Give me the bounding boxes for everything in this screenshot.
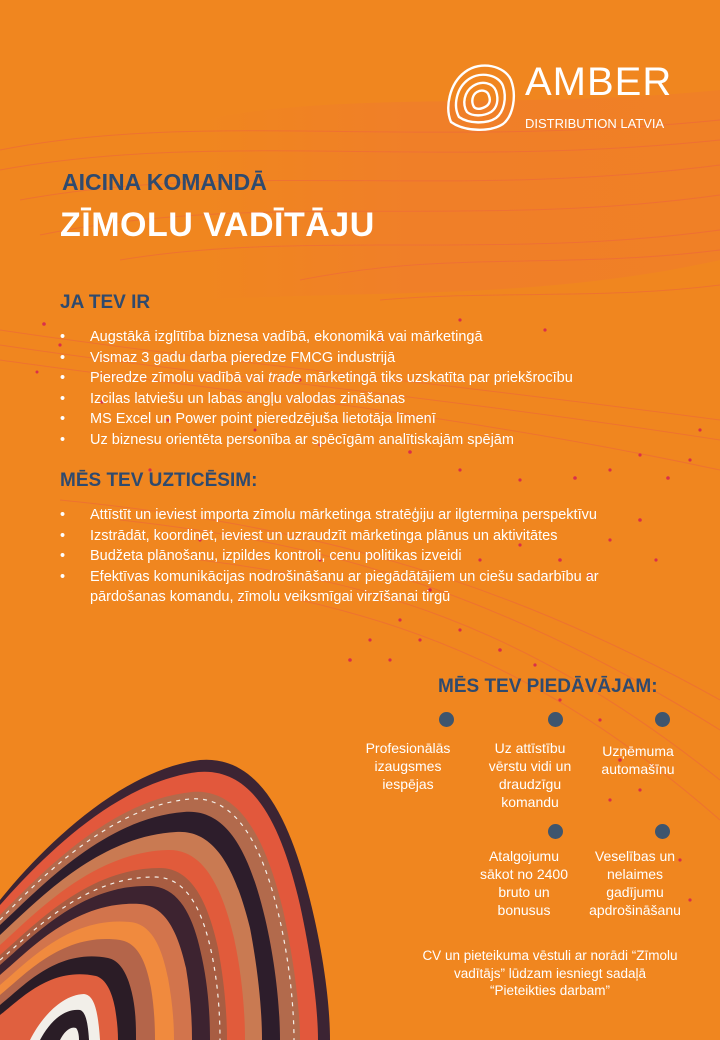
bullet-glyph: • (60, 527, 66, 544)
list-item-text: MS Excel un Power point pieredzējuša lietotāja līmenī (90, 411, 436, 427)
list-item (60, 505, 670, 526)
list-item-text: Augstākā izglītība biznesa vadībā, ekonomikā vai mārketingā (90, 329, 483, 345)
brand-name: AMBER (525, 60, 673, 104)
offer-bullet-icon (548, 824, 563, 839)
bullet-glyph: • (60, 548, 66, 564)
list-item-text: Vismaz 3 gadu darba pieredze FMCG industrijā (90, 349, 396, 366)
list-item-text: Uz biznesu orientēta personība ar spēcīgām analītiskajām spējām (90, 431, 514, 448)
requirements-heading: JA TEV IR (60, 292, 151, 313)
bullet-glyph: • (60, 568, 66, 585)
bullet-glyph: • (60, 349, 66, 366)
list-item-text: Izcilas latviešu un labas angļu valodas zināšanas (90, 390, 406, 407)
list-item (60, 368, 690, 389)
list-item (60, 409, 690, 430)
offer-bullet-icon (439, 712, 454, 727)
list-item (60, 526, 670, 547)
trust-list (60, 505, 670, 608)
list-item (60, 567, 670, 608)
list-item (60, 430, 690, 451)
requirements-list (60, 327, 690, 450)
amber-logo (443, 62, 673, 132)
offer-bullet-icon (655, 824, 670, 839)
cv-instructions: CV un pieteikuma vēstuli ar norādi “Zīmolu vadītājs” lūdzam iesniegt sadaļā “Pieteikties darbam” (422, 948, 678, 998)
list-item-emphasis: trade (268, 370, 302, 386)
offer-item: Veselības un nelaimes gadījumu apdrošināšanu (589, 848, 681, 918)
offer-bullet-icon (548, 712, 563, 727)
brand-subtitle: DISTRIBUTION LATVIA (525, 116, 665, 131)
invite-heading: AICINA KOMANDĀ (62, 169, 267, 195)
list-item-text: Attīstīt un ieviest importa zīmolu mārketinga stratēģiju ar ilgtermiņa perspektīvu (90, 507, 597, 523)
job-title: ZĪMOLU VADĪTĀJU (60, 206, 375, 244)
offer-item: Profesionālās izaugsmes iespējas (365, 740, 451, 792)
bullet-glyph: • (60, 431, 66, 448)
trust-heading: MĒS TEV UZTICĒSIM: (60, 470, 258, 491)
list-item (60, 389, 690, 410)
list-item-text: Budžeta plānošanu, izpildes kontroli, cenu politikas izveidi (90, 548, 462, 564)
bullet-glyph: • (60, 411, 66, 427)
list-item (60, 327, 690, 348)
list-item-text: Pieredze zīmolu vadībā vai (90, 370, 269, 386)
list-item-text: mārketingā tiks uzskatīta par priekšrocību (301, 370, 573, 386)
bullet-glyph: • (60, 507, 66, 523)
bullet-glyph: • (60, 390, 66, 407)
list-item-text: Izstrādāt, koordinēt, ieviest un uzraudzīt mārketinga plānus un aktivitātes (90, 527, 558, 544)
amber-rings-art (0, 760, 330, 1040)
offer-bullet-icon (655, 712, 670, 727)
offer-heading: MĒS TEV PIEDĀVĀJAM: (438, 676, 658, 697)
list-item (60, 546, 670, 567)
offer-item: Uzņēmuma automašīnu (601, 743, 675, 777)
bullet-glyph: • (60, 329, 66, 345)
list-item (60, 348, 690, 369)
list-item-text: Efektīvas komunikācijas nodrošināšanu ar piegādātājiem un ciešu sadarbību ar pārdošanas komandu, zīmolu veiksmīgai virzīšanai tirgū (90, 568, 599, 605)
bullet-glyph: • (60, 370, 66, 386)
amber-logo-icon (443, 62, 517, 132)
offer-item: Uz attīstību vērstu vidi un draudzīgu komandu (488, 740, 572, 810)
offer-item: Atalgojumu sākot no 2400 bruto un bonusus (480, 848, 568, 918)
